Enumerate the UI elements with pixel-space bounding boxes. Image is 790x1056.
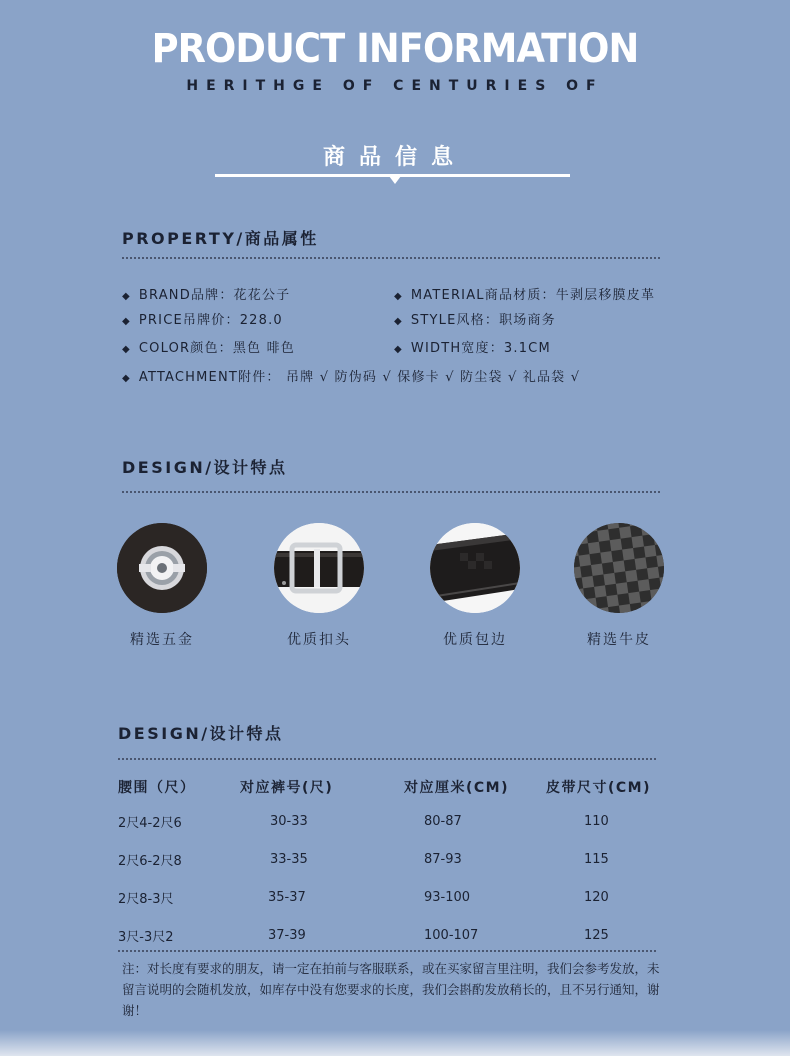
column-header-waist: 腰围（尺） bbox=[118, 780, 196, 796]
bullet-icon: ◆ bbox=[122, 291, 131, 302]
cell-cm: 100-107 bbox=[424, 927, 479, 943]
feature-label: 精选牛皮 bbox=[587, 632, 651, 648]
bullet-icon: ◆ bbox=[122, 316, 131, 327]
sizes-section-title: DESIGN/设计特点 bbox=[118, 724, 284, 743]
feature-edge bbox=[420, 523, 530, 649]
cell-pants: 30-33 bbox=[270, 813, 308, 829]
feature-leather bbox=[564, 523, 674, 649]
cell-waist: 2尺6-2尺8 bbox=[118, 853, 182, 869]
cell-pants: 37-39 bbox=[268, 927, 306, 943]
feature-label: 优质扣头 bbox=[287, 632, 351, 648]
property-item-material: ◆ MATERIAL商品材质：牛剥层移膜皮革 bbox=[394, 288, 656, 303]
design-section-title: DESIGN/设计特点 bbox=[122, 458, 288, 477]
table-row bbox=[118, 802, 660, 840]
size-table bbox=[118, 772, 660, 954]
feature-label: 精选五金 bbox=[130, 632, 194, 648]
feature-buckle bbox=[264, 523, 374, 649]
bullet-icon: ◆ bbox=[122, 344, 131, 355]
column-header-pants: 对应裤号(尺) bbox=[240, 780, 334, 796]
bullet-icon: ◆ bbox=[394, 344, 403, 355]
property-item-attachment: ◆ ATTACHMENT附件： 吊牌 √ 防伪码 √ 保修卡 √ 防尘袋 √ 礼品袋 √ bbox=[122, 370, 581, 385]
cell-pants: 33-35 bbox=[270, 851, 308, 867]
size-note: 注：对长度有要求的朋友，请一定在拍前与客服联系，或在买家留言里注明，我们会参考发放，未留言说明的会随机发放，如库存中没有您要求的长度，我们会斟酌发放稍长的，且不另行通知，谢谢！ bbox=[122, 961, 660, 1018]
belt-buckle-icon bbox=[274, 523, 364, 613]
cell-belt: 115 bbox=[584, 851, 609, 867]
table-row bbox=[118, 878, 660, 916]
cell-belt: 120 bbox=[584, 889, 609, 905]
feature-hardware bbox=[107, 523, 217, 649]
cell-belt: 110 bbox=[584, 813, 609, 829]
cell-cm: 93-100 bbox=[424, 889, 471, 905]
property-section-title: PROPERTY/商品属性 bbox=[122, 229, 319, 248]
feature-label: 优质包边 bbox=[443, 632, 507, 648]
cell-waist: 2尺4-2尺6 bbox=[118, 815, 182, 831]
cell-belt: 125 bbox=[584, 927, 609, 943]
page-title: PRODUCT INFORMATION bbox=[151, 26, 639, 72]
cell-pants: 35-37 bbox=[268, 889, 306, 905]
bullet-icon: ◆ bbox=[394, 291, 403, 302]
cell-cm: 87-93 bbox=[424, 851, 462, 867]
table-row bbox=[118, 840, 660, 878]
property-item-width: ◆ WIDTH宽度：3.1CM bbox=[394, 341, 551, 356]
cn-section-header: 商品信息 bbox=[322, 145, 467, 170]
table-bottom-divider bbox=[118, 950, 656, 952]
property-item-color: ◆ COLOR颜色：黑色 啡色 bbox=[122, 341, 295, 356]
property-item-price: ◆ PRICE吊牌价：228.0 bbox=[122, 313, 283, 328]
column-header-belt: 皮带尺寸(CM) bbox=[546, 780, 652, 796]
property-item-brand: ◆ BRAND品牌：花花公子 bbox=[122, 288, 291, 303]
leather-edge-icon bbox=[430, 523, 520, 613]
property-divider bbox=[122, 257, 660, 259]
page-subtitle: HERITHGE OF CENTURIES OF bbox=[186, 78, 604, 94]
cell-waist: 2尺8-3尺 bbox=[118, 891, 174, 907]
design-divider bbox=[122, 491, 660, 493]
bottom-band bbox=[0, 1030, 790, 1056]
table-row bbox=[118, 916, 660, 954]
bullet-icon: ◆ bbox=[394, 316, 403, 327]
property-item-style: ◆ STYLE风格：职场商务 bbox=[394, 313, 556, 328]
column-header-cm: 对应厘米(CM) bbox=[404, 780, 510, 796]
cell-cm: 80-87 bbox=[424, 813, 462, 829]
cell-waist: 3尺-3尺2 bbox=[118, 929, 174, 945]
sizes-divider bbox=[118, 758, 656, 760]
header-divider-arrow bbox=[389, 176, 401, 184]
hardware-buckle-icon bbox=[117, 523, 207, 613]
bullet-icon: ◆ bbox=[122, 373, 131, 384]
checkered-leather-icon bbox=[574, 523, 664, 613]
table-header-row bbox=[118, 772, 660, 802]
